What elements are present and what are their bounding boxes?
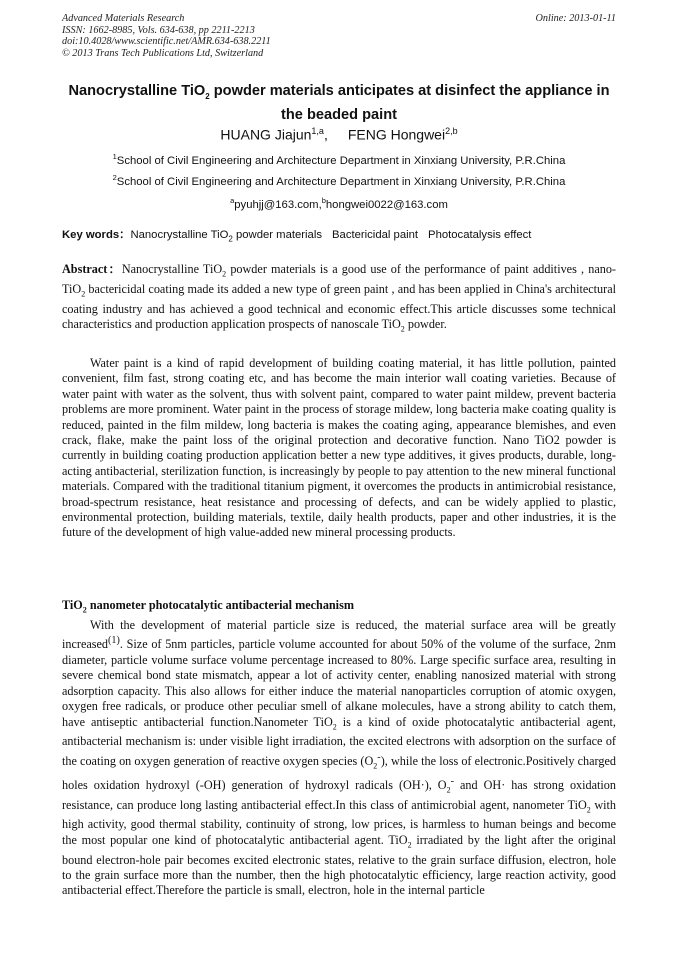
keyword-3: Photocatalysis effect [428, 229, 532, 241]
author-1-mark: 1,a [311, 126, 324, 136]
paragraph-text: irradiated by the light after the original bound electron-hole pair becomes excited electronic states, relative to the grain surface diffusion, electron, hole to the grain surface more than the number, then the high photocatalytic efficiency, large reaction activity, good antibacterial effect.Therefore the particle is small, electron, hole in the internal particle [62, 832, 617, 898]
affiliation-2-mark: 2 [112, 173, 117, 182]
author-separator: , [323, 126, 328, 143]
abstract-text: Nanocrystalline TiO [121, 262, 223, 276]
mechanism-paragraph [62, 618, 616, 899]
affiliation-1-text: School of Civil Engineering and Architecture Department in Xinxiang University, P.R.China [116, 154, 566, 167]
paper-title [62, 82, 616, 125]
keywords [62, 228, 616, 246]
keyword-1-cont: powder materials [232, 229, 322, 241]
paragraph-text: ), while the loss of electronic.Positively charged holes oxidation hydroxyl (-OH) generation of hydroxyl radicals (OH·), O [62, 753, 616, 792]
affiliation-1 [62, 150, 616, 168]
subscript: 2 [81, 289, 86, 299]
subscript: 2 [222, 269, 227, 279]
abstract [62, 262, 616, 337]
subscript: 2 [446, 785, 451, 795]
abstract-label: Abstract： [62, 262, 122, 276]
title-subscript: 2 [205, 91, 210, 101]
email-b: hongwei0022@163.com [325, 198, 448, 211]
affiliation-2 [62, 171, 616, 189]
copyright-line: © 2013 Trans Tech Publications Ltd, Switzerland [62, 47, 264, 59]
subscript: 2 [82, 605, 87, 615]
citation-ref: (1) [108, 635, 120, 647]
subscript: 2 [373, 761, 378, 771]
journal-header [62, 13, 616, 59]
online-date: Online: 2013-01-11 [535, 13, 616, 24]
author-line [62, 122, 616, 144]
keyword-2: Bactericidal paint [332, 229, 419, 241]
keywords-label: Key words： [62, 229, 131, 241]
paragraph-text: with high activity, good thermal stability, continuity of strong, low prices, is harmless to human beings and become the most popular one kind of photocatalytic antibacterial agent. TiO [62, 797, 616, 847]
journal-name: Advanced Materials Research [62, 13, 185, 24]
abstract-text: powder materials is a good use of the performance of paint additives , nano-TiO [62, 262, 616, 296]
issn-line: ISSN: 1662-8985, Vols. 634-638, pp 2211-2213 [62, 24, 255, 36]
email-b-mark: b [321, 196, 326, 205]
intro-paragraph: Water paint is a kind of rapid development of building coating material, it has little pollution, painted convenient, film fast, strong coating etc, and has become the main interior wall coating varieties. Because of water paint with water as the solvent, thus with solvent paint, compared to water paint mildew, prevent bacteria problems are more prominent. Water paint in the process of storage mildew, long bacteria make coating quality is reduced, painted in the film mildew, long bacteria is makes the coating aging, appearance blemishes, and even crack, flake, make the paint loss of the original protection and decorative function. Nano TiO2 powder is currently in building coating production application better a new type additives, it gives products, durable, long-acting antibacterial, sterilization function, is increasingly by people to pay attention to the new mineral functional materials. Compared with the traditional titanium pigment, it overcomes the products in antimicrobial resistance, broad-spectrum resistance, heat resistance and processing of defects, and can be widely applied to plastic, environmental protection, building materials, textile, daily health products, paper and other industries, it is the future of the development of high value-added new mineral processing products. [62, 356, 616, 540]
subscript: 2 [332, 721, 337, 731]
superscript: - [377, 751, 381, 763]
doi-line: doi:10.4028/www.scientific.net/AMR.634-638.2211 [62, 36, 271, 48]
section-heading-text: TiO [62, 598, 83, 612]
author-2: FENG Hongwei [347, 126, 446, 143]
paragraph-text: and OH· has strong oxidation resistance, can produce long lasting antibacterial effect.In this class of antimicrobial agent, nanometer TiO [62, 777, 616, 812]
abstract-text: powder. [404, 317, 447, 332]
affiliation-1-mark: 1 [112, 152, 117, 161]
subscript: 2 [407, 840, 412, 850]
keyword-1-subscript: 2 [228, 234, 233, 244]
abstract-text: bactericidal coating made its added a new type of green paint , and has been applied in China's architectural coating industry and has achieved a good technical and economic effect.This article discusses some technical characteristics and production application prospects of nanoscale TiO [62, 281, 616, 332]
section-heading-text: nanometer photocatalytic antibacterial mechanism [86, 598, 354, 612]
paragraph-text: is a kind of oxide photocatalytic antibacterial agent, antibacterial mechanism is: under visible light irradiation, the excited electrons with adsorption on the surface of the coating on oxygen generation of reactive oxygen species (O [62, 714, 616, 768]
author-2-mark: 2,b [445, 126, 458, 136]
subscript: 2 [400, 324, 405, 334]
keyword-1: Nanocrystalline TiO [130, 229, 229, 241]
subscript: 2 [586, 805, 591, 814]
paragraph-text: . Size of 5nm particles, particle volume accounted for about 50% of the volume of the surface, 2nm diameter, particle volume surface volume percentage increased to 80%. Large specific surface area, resulting in severe chemical bond state mismatch, appear a lot of activity center, enabling nanosized material with strong adsorption capacity. This also allows for either induce the material nanoparticles corruption of atomic oxygen, oxygen free radicals, or produce other peculiar smell of alkane molecules, have a strong ability to catch them, have antiseptic antibacterial function.Nanometer TiO [62, 637, 616, 729]
section-heading [62, 598, 616, 618]
affiliation-2-text: School of Civil Engineering and Architecture Department in Xinxiang University, P.R.China [116, 175, 566, 188]
title-text-cont: powder materials anticipates at disinfect the appliance in the beaded paint [209, 83, 610, 124]
title-text: Nanocrystalline TiO [68, 83, 206, 99]
email-a-mark: a [230, 196, 235, 205]
email-a: pyuhjj@163.com, [234, 198, 322, 211]
superscript: - [450, 775, 455, 787]
paragraph-text: With the development of material particle size is reduced, the material surface area will be greatly increased [62, 618, 616, 652]
author-1: HUANG Jiajun [220, 126, 312, 143]
email-line [62, 194, 616, 212]
